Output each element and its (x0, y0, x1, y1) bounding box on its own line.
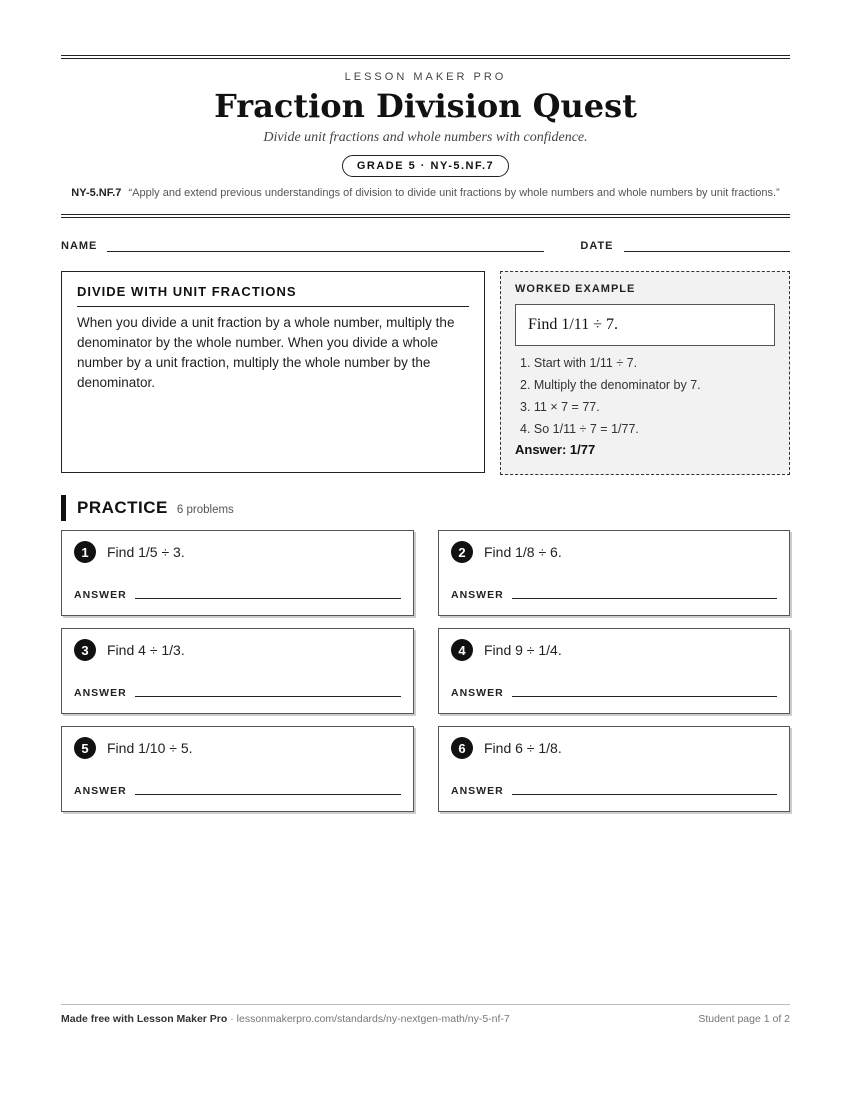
footer-credit (61, 1013, 510, 1025)
name-date-row (61, 236, 790, 252)
worked-step: 4. So 1/11 ÷ 7 = 1/77. (520, 422, 639, 437)
concept-title: DIVIDE WITH UNIT FRACTIONS (77, 284, 469, 307)
problem-card (438, 628, 790, 714)
date-label: DATE (580, 240, 614, 253)
answer-label: ANSWER (74, 589, 127, 602)
worked-example-answer: Answer: 1/77 (515, 442, 596, 458)
problem-card (438, 726, 790, 812)
practice-grid (61, 530, 790, 812)
answer-field[interactable] (512, 598, 777, 599)
worksheet-page (61, 55, 790, 812)
worked-example-title: WORKED EXAMPLE (515, 283, 636, 296)
answer-field[interactable] (135, 598, 401, 599)
practice-title: PRACTICE (77, 498, 168, 518)
footer-made-by: Made free with Lesson Maker Pro (61, 1013, 228, 1025)
worked-example-steps (515, 352, 775, 440)
standard-code: NY-5.NF.7 (71, 187, 122, 200)
standard-description (61, 185, 790, 201)
answer-label: ANSWER (451, 785, 504, 798)
problem-number: 1 (74, 541, 96, 563)
worked-step: 3. 11 × 7 = 77. (520, 400, 600, 415)
problem-number: 3 (74, 639, 96, 661)
name-field[interactable] (107, 239, 544, 252)
worksheet-title: Fraction Division Quest (214, 87, 637, 125)
worked-example-box (500, 271, 790, 475)
header-top-rule (61, 55, 790, 59)
name-label: NAME (61, 240, 98, 253)
problem-card (438, 530, 790, 616)
problem-card (61, 628, 414, 714)
worked-example-problem: Find 1/11 ÷ 7. (515, 304, 775, 346)
problem-text: Find 9 ÷ 1/4. (484, 642, 562, 659)
grade-standard-badge: GRADE 5 · NY-5.NF.7 (342, 155, 509, 177)
problem-text: Find 4 ÷ 1/3. (107, 642, 185, 659)
problem-number: 6 (451, 737, 473, 759)
worked-step: 1. Start with 1/11 ÷ 7. (520, 356, 638, 371)
answer-label: ANSWER (451, 687, 504, 700)
problem-text: Find 1/8 ÷ 6. (484, 544, 562, 561)
problem-card (61, 726, 414, 812)
concept-body: When you divide a unit fraction by a whole number, multiply the denominator by the whole number. When you divide a whole number by a unit fraction, multiply the whole number by the denominator. (77, 315, 455, 391)
answer-label: ANSWER (451, 589, 504, 602)
worksheet-subtitle: Divide unit fractions and whole numbers with confidence. (263, 130, 588, 146)
footer-page-number: Student page 1 of 2 (698, 1013, 790, 1025)
problem-number: 5 (74, 737, 96, 759)
brand-name: LESSON MAKER PRO (344, 71, 507, 83)
date-field[interactable] (624, 239, 790, 252)
footer-url: · lessonmakerpro.com/standards/ny-nextgen-math/ny-5-nf-7 (227, 1013, 510, 1025)
problem-text: Find 1/10 ÷ 5. (107, 740, 193, 757)
concept-box (61, 271, 485, 473)
answer-field[interactable] (512, 696, 777, 697)
worked-step: 2. Multiply the denominator by 7. (520, 378, 701, 393)
answer-field[interactable] (512, 794, 777, 795)
standard-text: “Apply and extend previous understandings of division to divide unit fractions by whole numbers and whole numbers by unit fractions.” (128, 187, 780, 200)
problem-card (61, 530, 414, 616)
answer-label: ANSWER (74, 687, 127, 700)
problem-text: Find 1/5 ÷ 3. (107, 544, 185, 561)
problem-number: 4 (451, 639, 473, 661)
practice-header (61, 495, 790, 521)
problem-text: Find 6 ÷ 1/8. (484, 740, 562, 757)
problem-number: 2 (451, 541, 473, 563)
answer-label: ANSWER (74, 785, 127, 798)
answer-field[interactable] (135, 696, 401, 697)
answer-field[interactable] (135, 794, 401, 795)
page-footer (61, 1004, 790, 1025)
header-bottom-rule (61, 214, 790, 218)
practice-count: 6 problems (176, 504, 234, 517)
